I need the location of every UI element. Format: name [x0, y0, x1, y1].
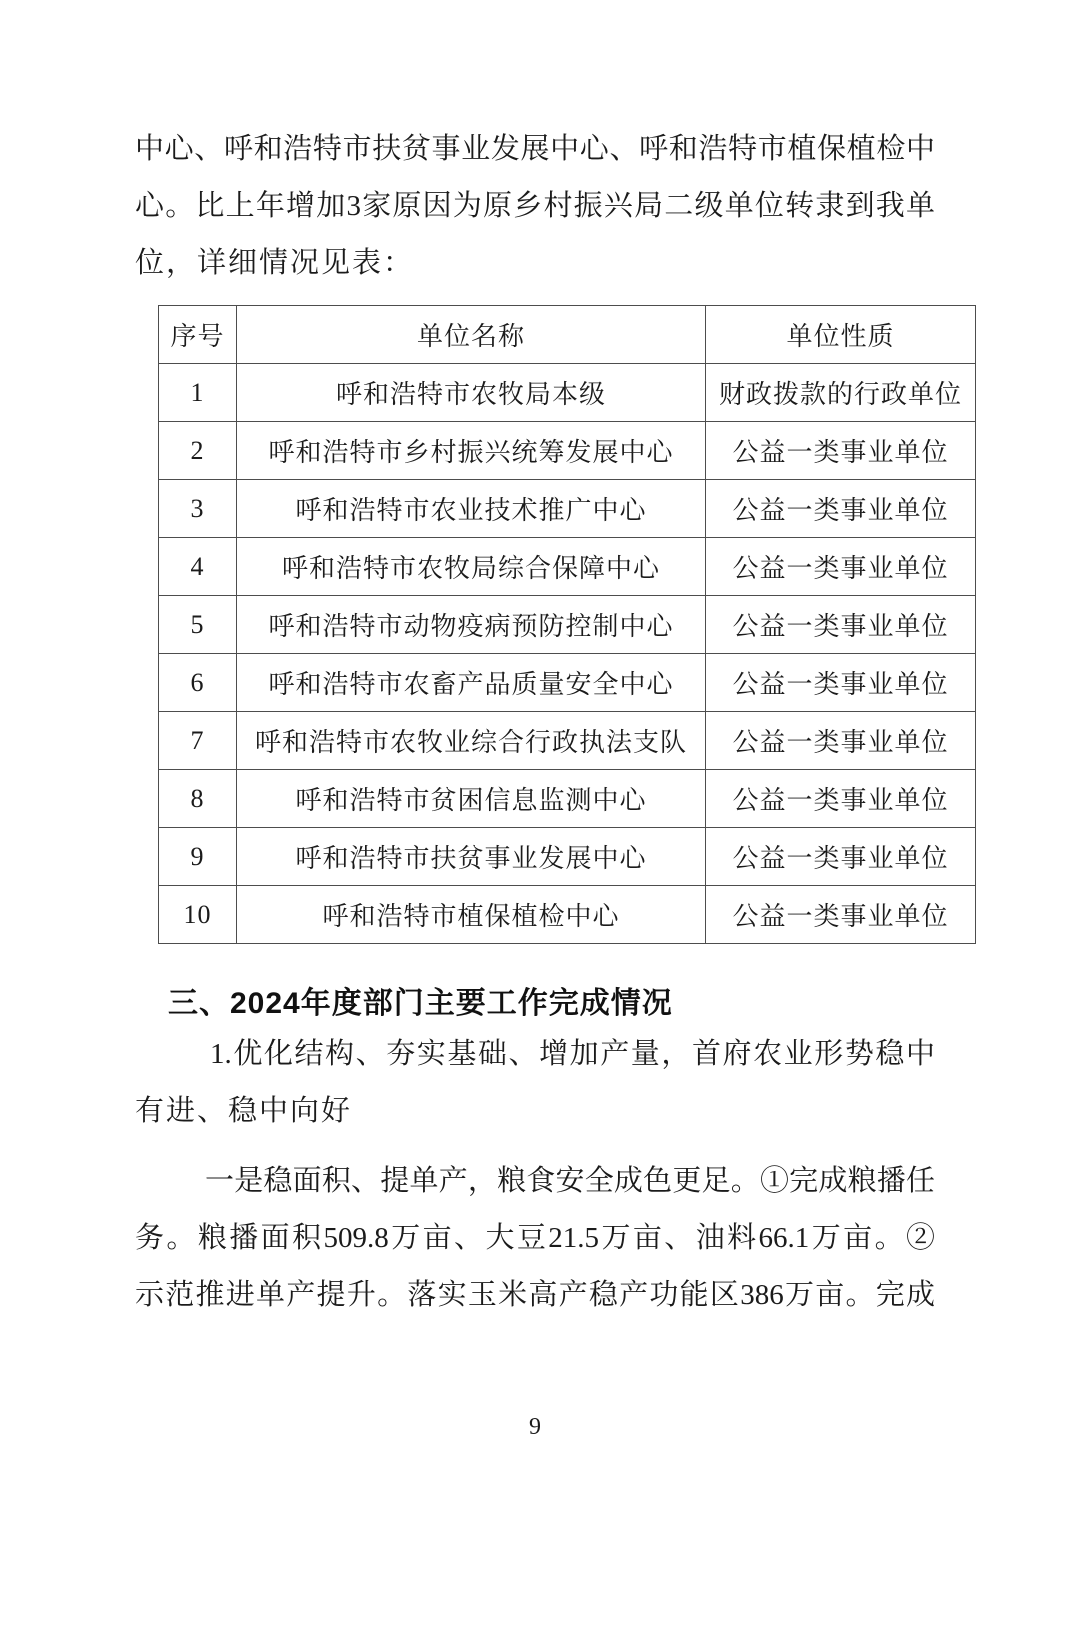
cell-unit-type: 公益一类事业单位: [706, 712, 976, 770]
table-row: [159, 770, 976, 828]
table-row: [159, 538, 976, 596]
table-row: [159, 654, 976, 712]
paragraph-line: 有进、稳中向好: [135, 1095, 353, 1127]
cell-serial: 3: [159, 480, 237, 538]
cell-unit-name: 呼和浩特市乡村振兴统筹发展中心: [237, 422, 706, 480]
cell-unit-type: 公益一类事业单位: [706, 422, 976, 480]
cell-unit-type: 公益一类事业单位: [706, 828, 976, 886]
cell-unit-name: 呼和浩特市农畜产品质量安全中心: [237, 654, 706, 712]
col-header-serial: 序号: [159, 306, 237, 364]
col-header-unit-name: 单位名称: [237, 306, 706, 364]
cell-unit-type: 公益一类事业单位: [706, 596, 976, 654]
cell-serial: 6: [159, 654, 237, 712]
cell-unit-name: 呼和浩特市农牧业综合行政执法支队: [237, 712, 706, 770]
cell-unit-type: 财政拨款的行政单位: [706, 364, 976, 422]
cell-serial: 8: [159, 770, 237, 828]
sub-paragraph: [135, 1026, 935, 1140]
table-row: [159, 828, 976, 886]
table-row: [159, 422, 976, 480]
cell-unit-type: 公益一类事业单位: [706, 538, 976, 596]
paragraph-line: 1.优化结构、夯实基础、增加产量，首府农业形势稳中: [210, 1038, 935, 1070]
paragraph-line: 示范推进单产提升。落实玉米高产稳产功能区386万亩。完成: [135, 1279, 935, 1311]
cell-unit-type: 公益一类事业单位: [706, 480, 976, 538]
cell-serial: 10: [159, 886, 237, 944]
cell-unit-name: 呼和浩特市贫困信息监测中心: [237, 770, 706, 828]
detail-paragraph: [135, 1153, 935, 1324]
page-number: 9: [529, 1414, 541, 1440]
cell-serial: 9: [159, 828, 237, 886]
cell-unit-type: 公益一类事业单位: [706, 770, 976, 828]
cell-unit-name: 呼和浩特市动物疫病预防控制中心: [237, 596, 706, 654]
paragraph-line: 心。比上年增加3家原因为原乡村振兴局二级单位转隶到我单: [135, 190, 935, 222]
cell-unit-name: 呼和浩特市植保植检中心: [237, 886, 706, 944]
section-heading: 三、2024年度部门主要工作完成情况: [168, 987, 673, 1020]
intro-paragraph: [135, 121, 935, 292]
cell-serial: 7: [159, 712, 237, 770]
units-table: [158, 305, 976, 944]
paragraph-line: 中心、呼和浩特市扶贫事业发展中心、呼和浩特市植保植检中: [135, 133, 935, 165]
table-row: [159, 712, 976, 770]
cell-unit-name: 呼和浩特市扶贫事业发展中心: [237, 828, 706, 886]
cell-unit-type: 公益一类事业单位: [706, 886, 976, 944]
cell-serial: 5: [159, 596, 237, 654]
cell-unit-name: 呼和浩特市农牧局本级: [237, 364, 706, 422]
cell-serial: 4: [159, 538, 237, 596]
cell-unit-name: 呼和浩特市农牧局综合保障中心: [237, 538, 706, 596]
table-row: [159, 596, 976, 654]
cell-unit-type: 公益一类事业单位: [706, 654, 976, 712]
table-row: [159, 886, 976, 944]
paragraph-line: 位，详细情况见表：: [135, 247, 415, 279]
col-header-unit-type: 单位性质: [706, 306, 976, 364]
document-page: [0, 121, 1074, 1641]
cell-serial: 1: [159, 364, 237, 422]
table-row: [159, 364, 976, 422]
paragraph-line: 一是稳面积、提单产，粮食安全成色更足。①完成粮播任: [205, 1165, 935, 1197]
cell-unit-name: 呼和浩特市农业技术推广中心: [237, 480, 706, 538]
table-header-row: [159, 306, 976, 364]
paragraph-line: 务。粮播面积509.8万亩、大豆21.5万亩、油料66.1万亩。②: [135, 1222, 935, 1254]
table-row: [159, 480, 976, 538]
cell-serial: 2: [159, 422, 237, 480]
